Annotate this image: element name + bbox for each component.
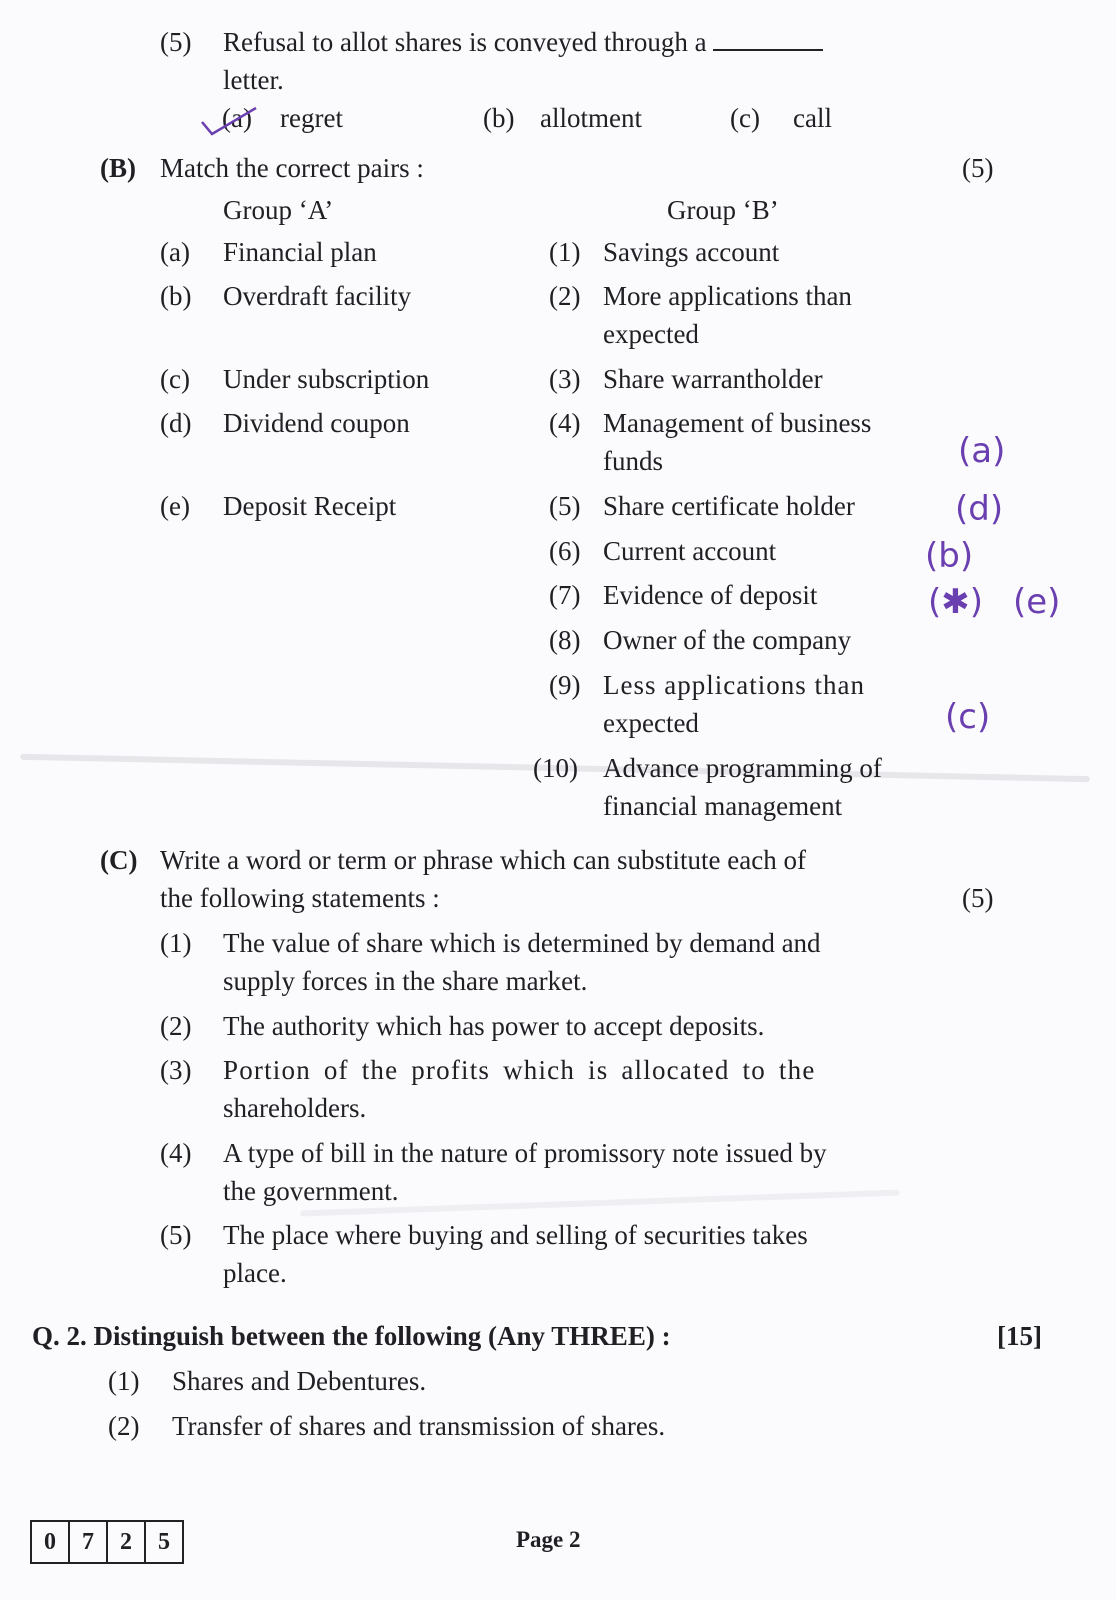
group-b-label: (4) xyxy=(549,408,581,438)
handwritten-answer: (c) xyxy=(945,697,991,737)
section-c-item-text-cont: place. xyxy=(223,1258,287,1288)
q2-item-text: Transfer of shares and transmission of shares. xyxy=(172,1411,666,1441)
code-digit: 0 xyxy=(32,1522,70,1562)
paper-code-box xyxy=(30,1520,184,1564)
group-b-text: Owner of the company xyxy=(603,625,852,655)
tick-mark-icon xyxy=(198,104,262,138)
group-a-text: Overdraft facility xyxy=(223,281,412,311)
option-a-label: (a) xyxy=(222,103,252,133)
group-a-text: Dividend coupon xyxy=(223,408,410,438)
group-b-text-cont: financial management xyxy=(603,791,843,821)
group-a-label: (c) xyxy=(160,364,190,394)
section-b-label: (B) xyxy=(100,153,136,183)
struck-out-scribble: (✱) xyxy=(928,582,984,622)
q1-item-5-text xyxy=(223,25,823,59)
q2-marks: [15] xyxy=(997,1321,1042,1351)
q2-item-label: (1) xyxy=(108,1366,140,1396)
group-b-label: (8) xyxy=(549,625,581,655)
group-b-text-cont: expected xyxy=(603,708,699,738)
section-b-title: Match the correct pairs : xyxy=(160,153,424,183)
section-c-item-label: (4) xyxy=(160,1138,192,1168)
section-c-item-text-cont: the government. xyxy=(223,1176,399,1206)
option-a-text: regret xyxy=(280,103,343,133)
group-b-heading: Group ‘B’ xyxy=(667,195,779,225)
group-a-label: (d) xyxy=(160,408,192,438)
group-a-label: (e) xyxy=(160,491,190,521)
section-c-label: (C) xyxy=(100,845,138,875)
group-b-text: Share warrantholder xyxy=(603,364,823,394)
handwritten-answer: (e) xyxy=(1013,582,1061,622)
section-c-item-text-cont: supply forces in the share market. xyxy=(223,966,588,996)
q1-item-5-line2: letter. xyxy=(223,65,284,95)
group-b-label: (3) xyxy=(549,364,581,394)
group-a-heading: Group ‘A’ xyxy=(223,195,334,225)
code-digit: 7 xyxy=(70,1522,108,1562)
group-b-label: (7) xyxy=(549,580,581,610)
group-b-label: (9) xyxy=(549,670,581,700)
group-b-text: More applications than xyxy=(603,281,852,311)
section-c-item-text-cont: shareholders. xyxy=(223,1093,367,1123)
section-c-instruction: Write a word or term or phrase which can substitute each of xyxy=(160,845,806,875)
code-digit: 2 xyxy=(108,1522,146,1562)
option-b-label: (b) xyxy=(483,103,515,133)
group-b-label: (2) xyxy=(549,281,581,311)
q1-item-5-line1: Refusal to allot shares is conveyed through a xyxy=(223,27,707,57)
group-b-text: Current account xyxy=(603,536,777,566)
group-b-text: Advance programming of xyxy=(603,753,882,783)
section-c-item-text: Portion of the profits which is allocated to the xyxy=(223,1055,816,1085)
group-b-label: (6) xyxy=(549,536,581,566)
section-c-item-label: (1) xyxy=(160,928,192,958)
section-c-item-label: (5) xyxy=(160,1220,192,1250)
group-a-text: Financial plan xyxy=(223,237,377,267)
page-number: Page 2 xyxy=(516,1527,581,1552)
section-c-item-text: The authority which has power to accept deposits. xyxy=(223,1011,765,1041)
group-a-label: (a) xyxy=(160,237,190,267)
option-b-text: allotment xyxy=(540,103,642,133)
group-b-label: (1) xyxy=(549,237,581,267)
q1-item-5-number: (5) xyxy=(160,27,192,57)
section-b-marks: (5) xyxy=(962,153,994,183)
handwritten-answer: (b) xyxy=(925,536,974,576)
handwritten-answer: (d) xyxy=(955,489,1004,529)
q2-item-label: (2) xyxy=(108,1411,140,1441)
group-b-text: Less applications than xyxy=(603,670,865,700)
option-c-label: (c) xyxy=(730,103,760,133)
fill-in-blank xyxy=(713,27,823,51)
handwritten-answer: (a) xyxy=(958,431,1006,471)
group-b-label: (10) xyxy=(533,753,578,783)
q2-item-text: Shares and Debentures. xyxy=(172,1366,427,1396)
code-digit: 5 xyxy=(158,1529,170,1555)
group-a-text: Deposit Receipt xyxy=(223,491,397,521)
section-c-item-label: (3) xyxy=(160,1055,192,1085)
group-b-label: (5) xyxy=(549,491,581,521)
group-b-text: Evidence of deposit xyxy=(603,580,818,610)
group-b-text: Share certificate holder xyxy=(603,491,855,521)
group-a-text: Under subscription xyxy=(223,364,430,394)
group-b-text-cont: funds xyxy=(603,446,663,476)
section-c-marks: (5) xyxy=(962,883,994,913)
group-a-label: (b) xyxy=(160,281,192,311)
section-c-item-label: (2) xyxy=(160,1011,192,1041)
section-c-item-text: A type of bill in the nature of promissory note issued by xyxy=(223,1138,827,1168)
group-b-text: Savings account xyxy=(603,237,780,267)
option-c-text: call xyxy=(793,103,832,133)
section-c-item-text: The value of share which is determined by demand and xyxy=(223,928,821,958)
section-c-item-text: The place where buying and selling of securities takes xyxy=(223,1220,808,1250)
group-b-text-cont: expected xyxy=(603,319,699,349)
section-c-instruction-cont: the following statements : xyxy=(160,883,440,913)
q2-heading: Q. 2. Distinguish between the following (Any THREE) : xyxy=(32,1321,671,1351)
group-b-text: Management of business xyxy=(603,408,872,438)
